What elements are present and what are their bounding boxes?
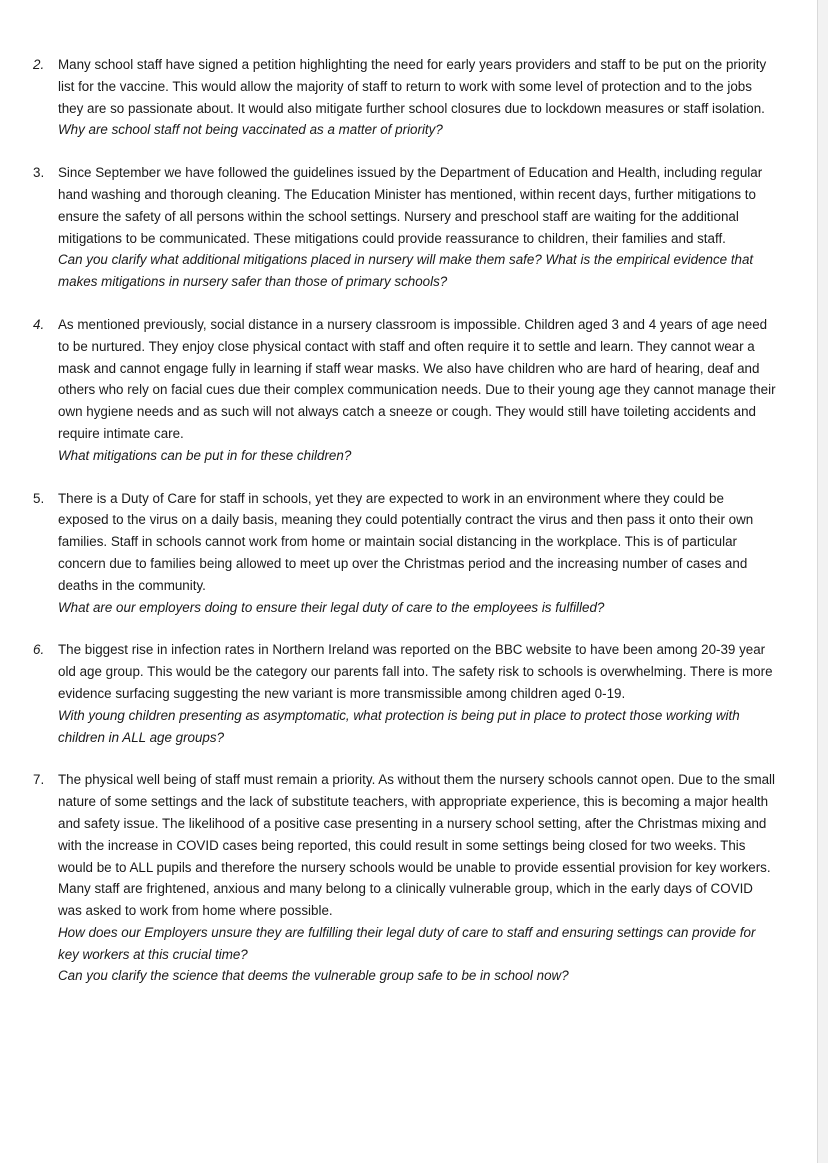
item-number: 2. xyxy=(33,57,45,72)
list-item-5 xyxy=(0,488,818,619)
item-content xyxy=(58,769,778,987)
item-question: Can you clarify the science that deems the vulnerable group safe to be in school now? xyxy=(58,968,569,984)
item-question: With young children presenting as asymptomatic, what protection is being put in place to protect those working with children in ALL age groups? xyxy=(58,707,740,745)
item-statement: The physical well being of staff must remain a priority. As without them the nursery schools cannot open. Due to the small nature of some settings and the lack of substitute teachers, with appropriate experience, this is becoming a major health and safety issue. The likelihood of a positive case presenting in a nursery school setting, after the Christmas mixing and with the increase in COVID cases being reported, this could result in some settings being closed for two weeks. This would be to ALL pupils and therefore the nursery schools would be unable to provide essential provision for key workers. xyxy=(58,772,775,875)
list-item-7 xyxy=(0,769,818,987)
item-question: How does our Employers unsure they are fulfilling their legal duty of care to staff and ensuring settings can provide for key workers at this crucial time? xyxy=(58,924,756,962)
item-content xyxy=(58,162,778,293)
item-question: What are our employers doing to ensure their legal duty of care to the employees is fulfilled? xyxy=(58,599,605,615)
item-content xyxy=(58,314,778,467)
item-question: Why are school staff not being vaccinated as a matter of priority? xyxy=(58,122,443,138)
item-number: 6. xyxy=(33,642,45,658)
item-content xyxy=(58,639,778,748)
item-statement: There is a Duty of Care for staff in schools, yet they are expected to work in an environment where they could be exposed to the virus on a daily basis, meaning they could potentially contract the virus and then pass it onto their own families. Staff in schools cannot work from home or maintain social distancing in the workplace. This is of particular concern due to families being allowed to meet up over the Christmas period and the increasing number of cases and deaths in the community. xyxy=(58,490,754,593)
list-item-6 xyxy=(0,639,818,748)
item-number: 3. xyxy=(33,165,45,181)
list-item-3 xyxy=(0,162,818,293)
page-edge xyxy=(818,0,828,1163)
list-item-4 xyxy=(0,314,818,467)
item-statement: As mentioned previously, social distance in a nursery classroom is impossible. Children aged 3 and 4 years of age need to be nurtured. They enjoy close physical contact with staff and often require it to settle and learn. They cannot wear a mask and cannot engage fully in learning if staff wear masks. We also have children who are hard of hearing, deaf and others who rely on facial cues due their complex communication needs. Due to their young age they cannot manage their own hygiene needs and as such will not always catch a sneeze or cough. They would still have toileting accidents and require intimate care. xyxy=(58,316,776,441)
item-number: 7. xyxy=(33,772,45,788)
item-statement: The biggest rise in infection rates in Northern Ireland was reported on the BBC website to have been among 20-39 year old age group. This would be the category our parents fall into. The safety risk to schools is overwhelming. There is more evidence surfacing suggesting the new variant is more transmissible among children aged 0-19. xyxy=(58,642,773,701)
item-content xyxy=(58,488,778,619)
numbered-list xyxy=(0,54,818,1008)
item-number: 5. xyxy=(33,490,45,506)
item-statement: Many school staff have signed a petition highlighting the need for early years providers and staff to be put on the priority list for the vaccine. This would allow the majority of staff to return to work with some level of protection and to the jobs they are so passionate about. It would also mitigate further school closures due to lockdown measures or staff isolation. xyxy=(58,57,767,116)
item-statement: Since September we have followed the guidelines issued by the Department of Education and Health, including regular hand washing and thorough cleaning. The Education Minister has mentioned, within recent days, further mitigations to ensure the safety of all persons within the school settings. Nursery and preschool staff are waiting for the additional mitigations to be communicated. These mitigations could provide reassurance to children, their families and staff. xyxy=(58,165,763,246)
item-question: What mitigations can be put in for these children? xyxy=(58,447,352,463)
list-item-2 xyxy=(0,54,818,141)
item-statement: Many staff are frightened, anxious and many belong to a clinically vulnerable group, which in the early days of COVID was asked to work from home where possible. xyxy=(58,881,753,919)
item-question: Can you clarify what additional mitigations placed in nursery will make them safe? What is the empirical evidence that makes mitigations in nursery safer than those of primary schools? xyxy=(58,252,754,290)
item-number: 4. xyxy=(33,316,45,332)
item-content xyxy=(58,54,778,141)
